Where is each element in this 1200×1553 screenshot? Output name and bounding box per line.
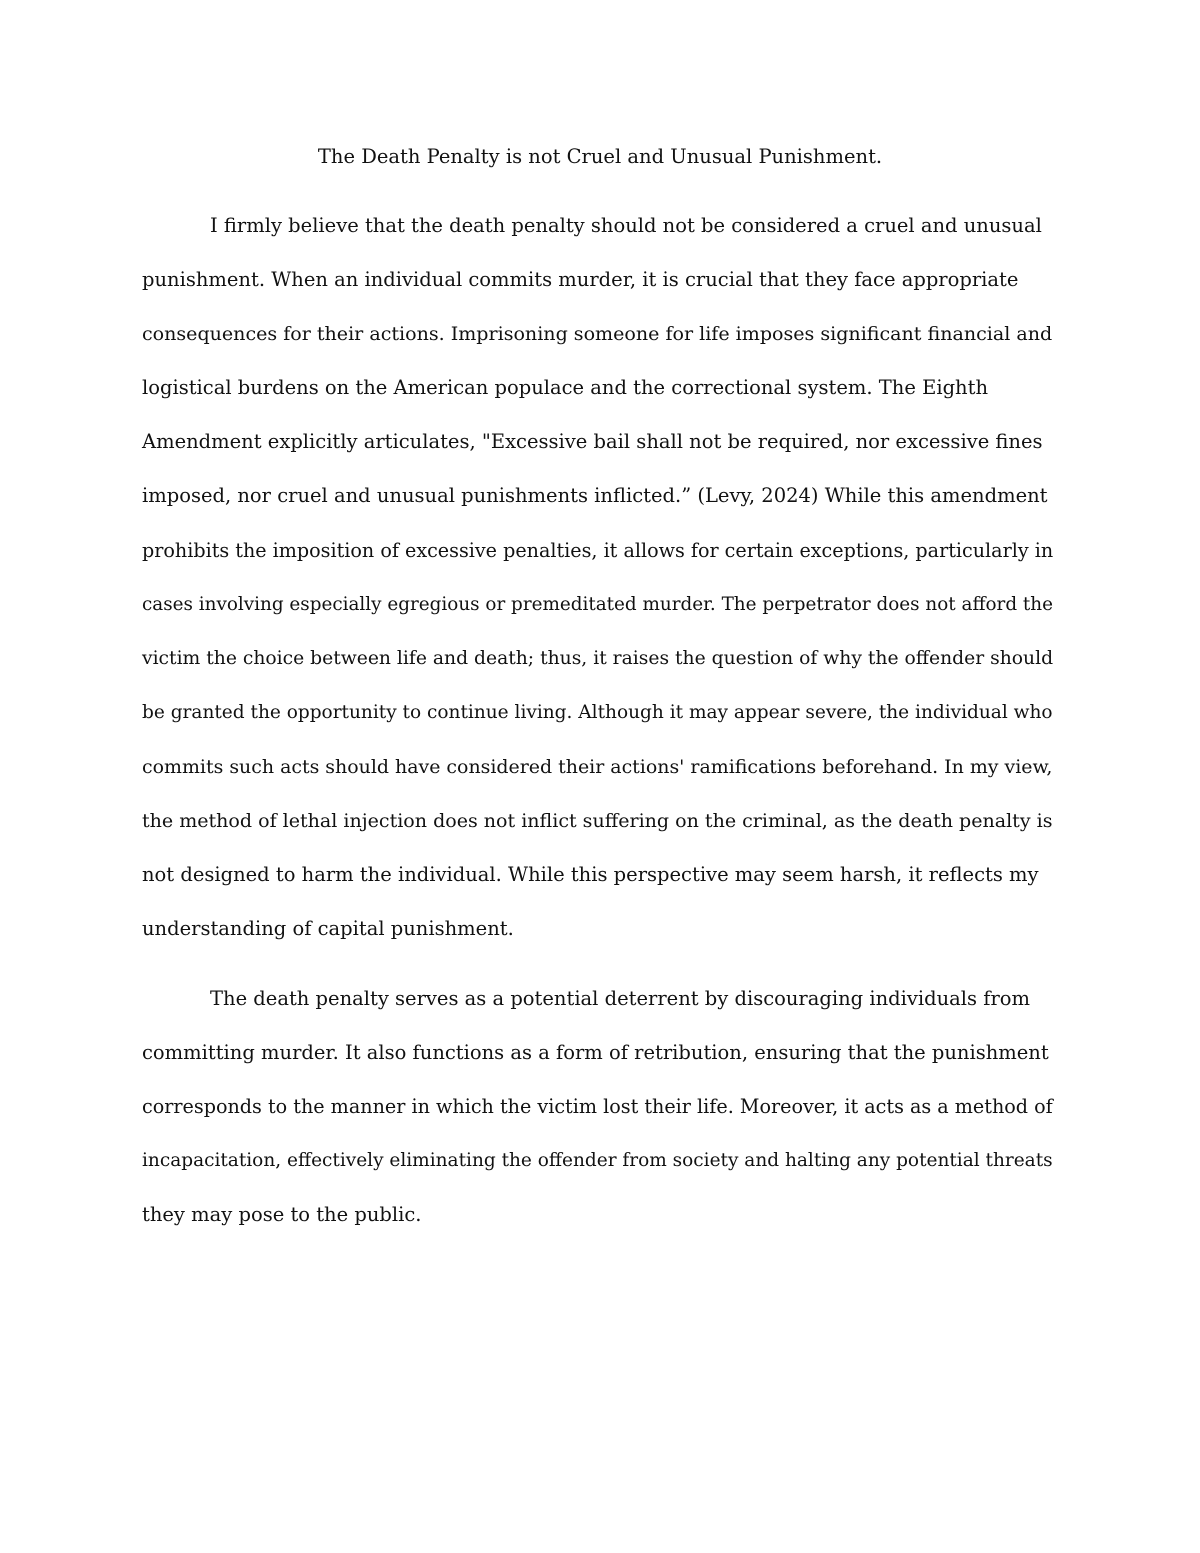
document-title: The Death Penalty is not Cruel and Unusual Punishment. xyxy=(317,145,883,168)
paragraph-line: consequences for their actions. Imprisoning someone for life imposes significant financial and xyxy=(142,323,1053,346)
paragraph-line: they may pose to the public. xyxy=(142,1203,422,1227)
paragraph-2 xyxy=(142,972,1058,1242)
paragraph-line: corresponds to the manner in which the victim lost their life. Moreover, it acts as a method of xyxy=(142,1095,1053,1119)
paragraph-line: committing murder. It also functions as a form of retribution, ensuring that the punishment xyxy=(142,1041,1049,1065)
paragraph-line: prohibits the imposition of excessive penalties, it allows for certain exceptions, particularly in xyxy=(142,538,1054,562)
paragraph-line: understanding of capital punishment. xyxy=(142,917,514,941)
paragraph-line: incapacitation, effectively eliminating the offender from society and halting any potential threats xyxy=(142,1150,1053,1172)
paragraph-1 xyxy=(142,199,1058,956)
paragraph-line: cases involving especially egregious or premeditated murder. The perpetrator does not afford the xyxy=(142,593,1053,615)
paragraph-line: the method of lethal injection does not inflict suffering on the criminal, as the death penalty is xyxy=(142,810,1053,833)
paragraph-line: not designed to harm the individual. While this perspective may seem harsh, it reflects my xyxy=(142,863,1039,887)
paragraph-line: victim the choice between life and death; thus, it raises the question of why the offender should xyxy=(142,647,1054,669)
paragraph-line: imposed, nor cruel and unusual punishments inflicted.” (Levy, 2024) While this amendment xyxy=(142,484,1048,508)
paragraph-line: I firmly believe that the death penalty should not be considered a cruel and unusual xyxy=(210,214,1042,237)
paragraph-line: punishment. When an individual commits murder, it is crucial that they face appropriate xyxy=(142,268,1019,292)
paragraph-line: Amendment explicitly articulates, "Excessive bail shall not be required, nor excessive fines xyxy=(142,430,1043,454)
paragraph-line: logistical burdens on the American populace and the correctional system. The Eighth xyxy=(142,376,989,400)
paragraph-line: be granted the opportunity to continue living. Although it may appear severe, the individual who xyxy=(142,701,1053,723)
paragraph-line: commits such acts should have considered their actions' ramifications beforehand. In my view, xyxy=(142,755,1053,778)
paragraph-line: The death penalty serves as a potential deterrent by discouraging individuals from xyxy=(210,987,1030,1010)
